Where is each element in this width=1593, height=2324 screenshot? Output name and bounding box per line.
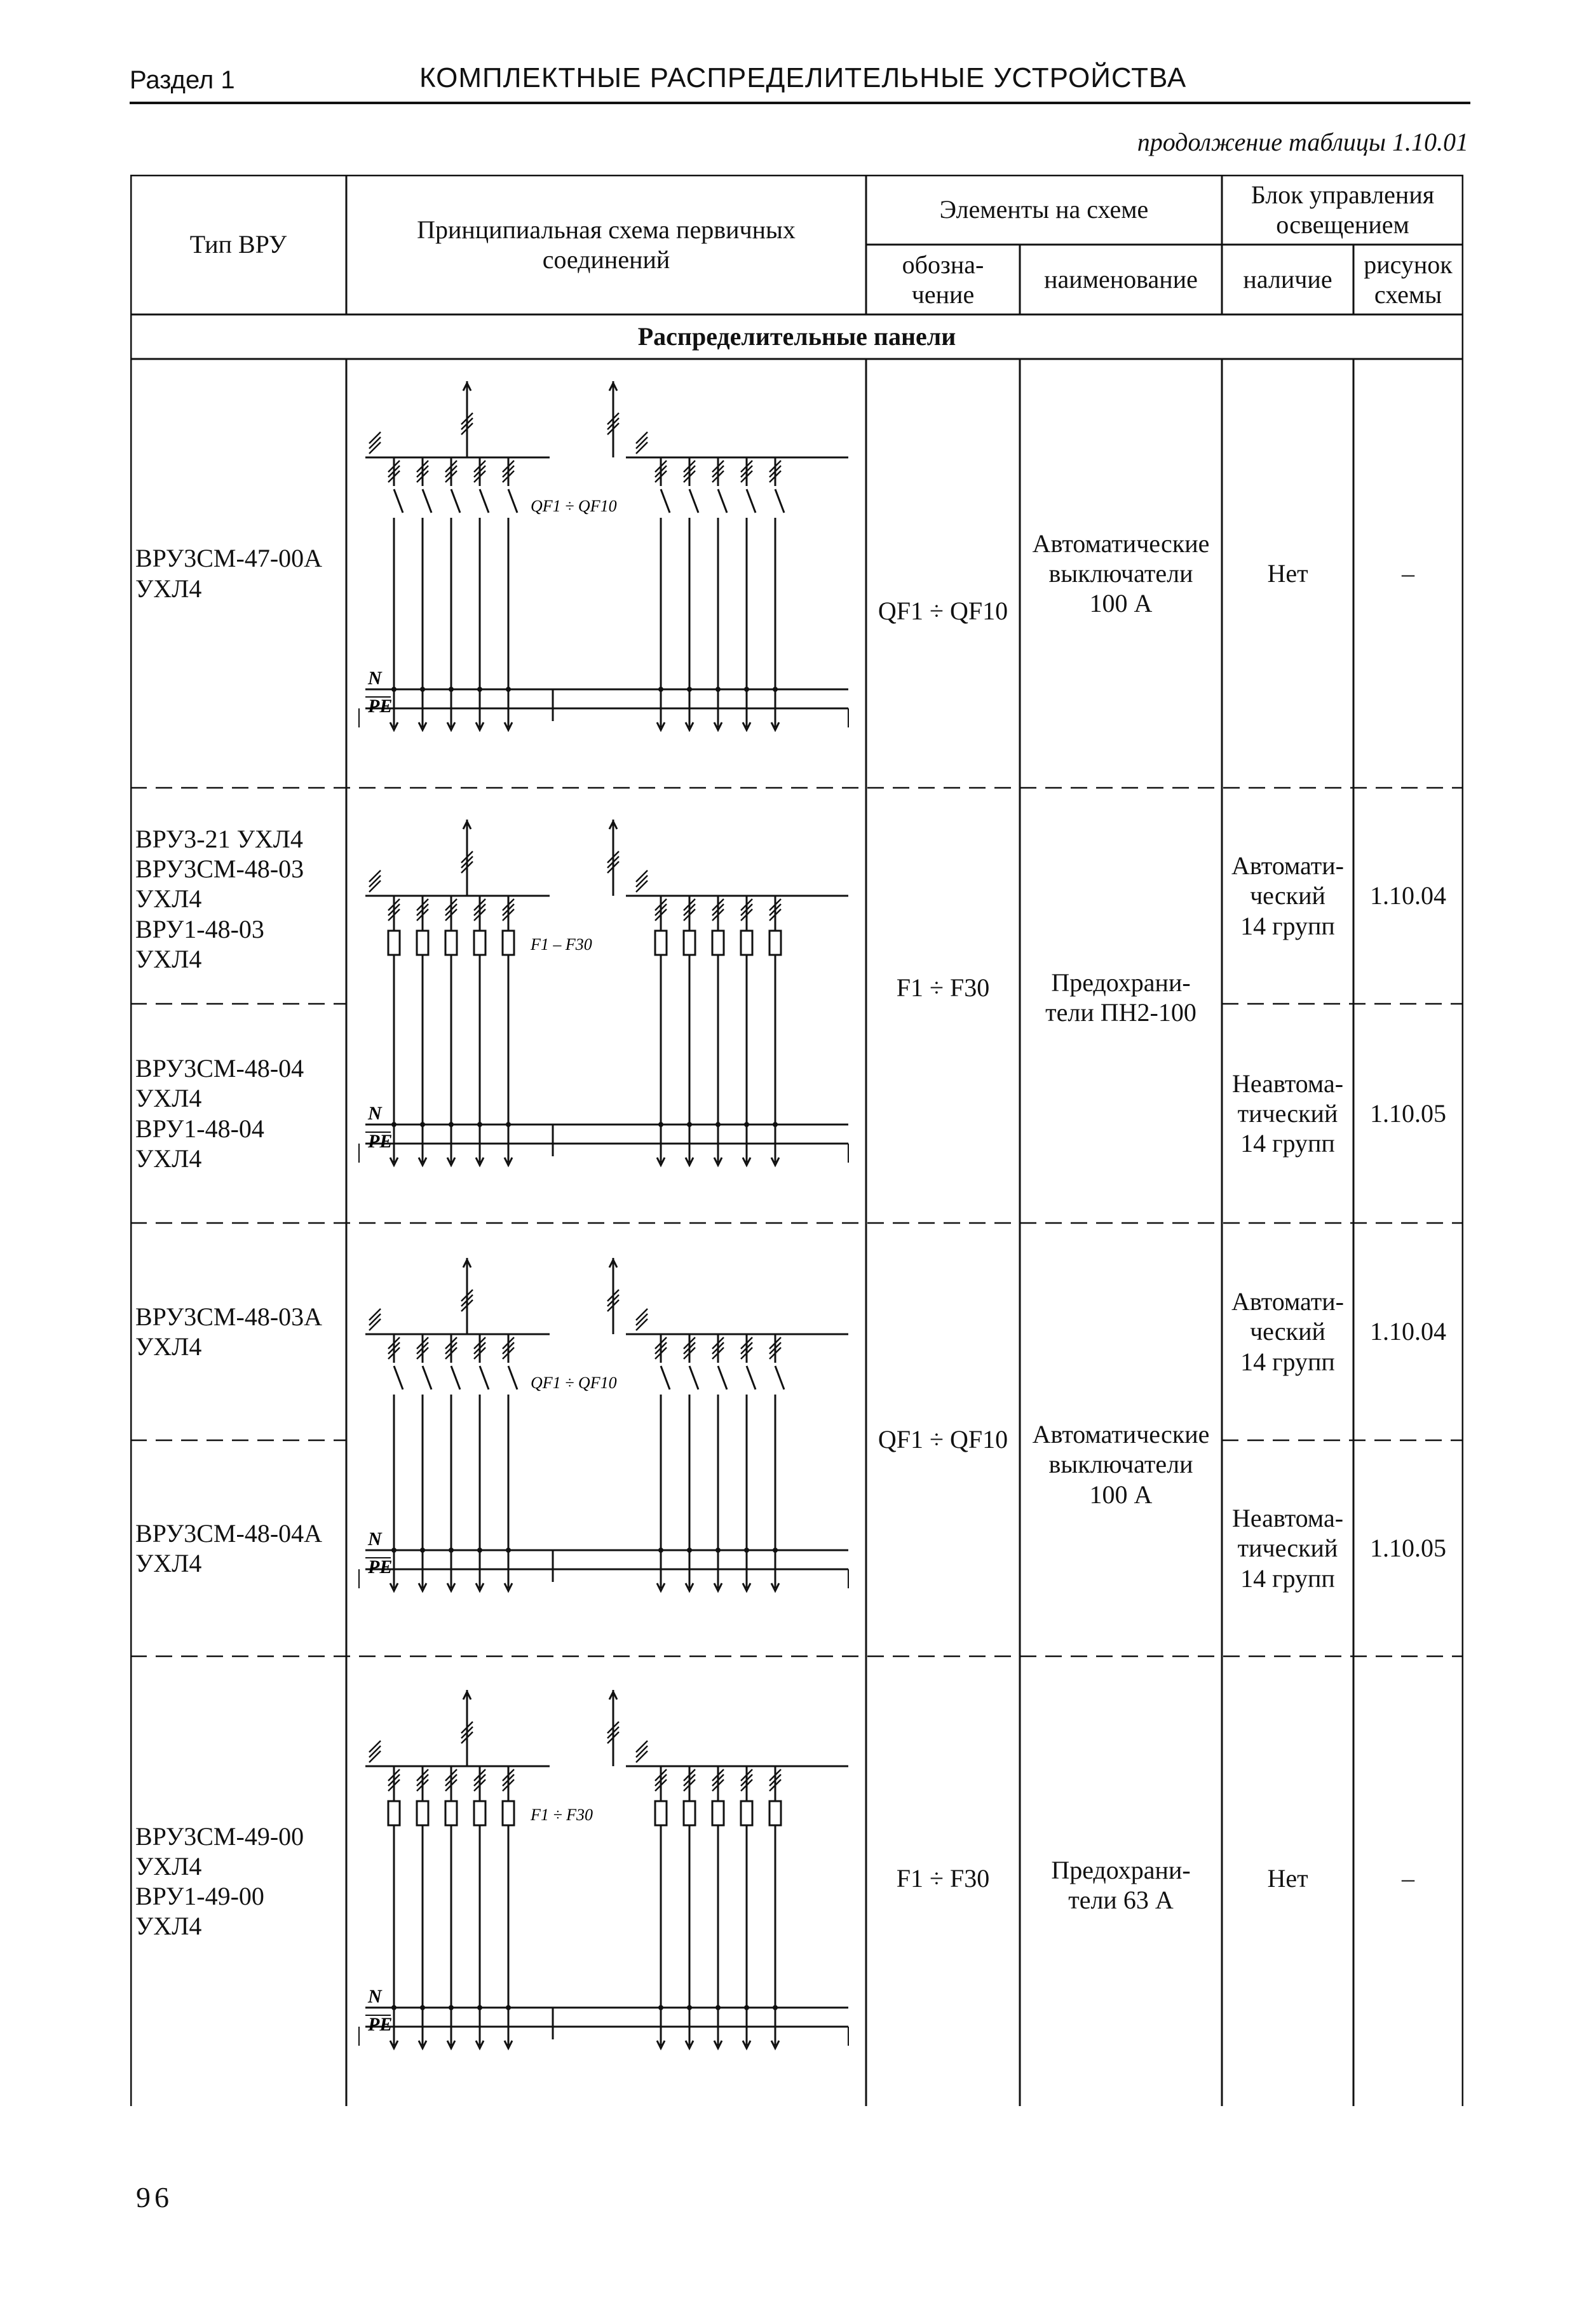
pe-label: PE	[368, 1557, 393, 1577]
page-number: 96	[136, 2181, 173, 2213]
breaker-contact	[508, 1366, 517, 1389]
row-4-presence: Нет	[1267, 1864, 1308, 1893]
breaker-contact	[394, 489, 403, 513]
column-header-lighting-block: Блок управления освещением	[1251, 180, 1435, 239]
junction-dot	[449, 1548, 454, 1553]
breaker-contact	[661, 489, 670, 513]
pe-label: PE	[368, 696, 393, 717]
page-title: КОМПЛЕКТНЫЕ РАСПРЕДЕЛИТЕЛЬНЫЕ УСТРОЙСТВА	[419, 62, 1187, 93]
row-1-designation: QF1 ÷ QF10	[878, 596, 1008, 625]
row-3-type-a: ВРУ3СМ-48-03А УХЛ4	[135, 1302, 323, 1361]
breaker-contact	[775, 1366, 784, 1389]
row-4-type: ВРУ3СМ-49-00 УХЛ4 ВРУ1-49-00 УХЛ4	[135, 1821, 304, 1941]
fuse-symbol	[388, 1801, 400, 1825]
junction-dot	[658, 1548, 663, 1553]
table-continuation-note: продолжение таблицы 1.10.01	[1137, 128, 1468, 156]
schematic-panel	[359, 820, 848, 1165]
junction-dot	[420, 2005, 425, 2010]
section-label: Раздел 1	[130, 66, 235, 94]
breaker-contact	[394, 1366, 403, 1389]
breaker-contact	[451, 1366, 460, 1389]
breaker-contact	[718, 489, 727, 513]
breaker-contact	[747, 489, 756, 513]
row-3-presence-a: Автомати- ческий 14 групп	[1231, 1287, 1344, 1376]
schematic-diagrams	[346, 175, 866, 2106]
row-2-presence-b: Неавтома- тический 14 групп	[1231, 1069, 1344, 1158]
breaker-contact	[423, 489, 431, 513]
fuse-symbol	[503, 931, 514, 955]
row-1-name: Автоматические выключатели 100 А	[1032, 529, 1210, 618]
schematic-panel	[359, 1690, 848, 2048]
junction-dot	[744, 1548, 749, 1553]
breaker-contact	[480, 1366, 489, 1389]
column-header-figure: рисунок схемы	[1364, 250, 1453, 309]
row-3-figure-a: 1.10.04	[1370, 1317, 1446, 1346]
junction-dot	[773, 1122, 778, 1127]
breaker-contact	[508, 489, 517, 513]
neutral-label: N	[368, 1986, 382, 2007]
junction-dot	[687, 1122, 692, 1127]
breaker-contact	[661, 1366, 670, 1389]
fuse-symbol	[445, 931, 457, 955]
row-1-presence: Нет	[1267, 558, 1308, 588]
fuse-symbol	[741, 931, 752, 955]
fuse-symbol	[445, 1801, 457, 1825]
junction-dot	[420, 687, 425, 692]
breaker-contact	[775, 489, 784, 513]
junction-dot	[687, 2005, 692, 2010]
junction-dot	[506, 1548, 511, 1553]
junction-dot	[715, 2005, 721, 2010]
junction-dot	[687, 1548, 692, 1553]
junction-dot	[658, 687, 663, 692]
junction-dot	[391, 687, 397, 692]
junction-dot	[744, 687, 749, 692]
row-3-designation: QF1 ÷ QF10	[878, 1425, 1008, 1454]
junction-dot	[687, 687, 692, 692]
junction-dot	[715, 687, 721, 692]
fuse-symbol	[388, 931, 400, 955]
row-2-type-a: ВРУ3-21 УХЛ4 ВРУ3СМ-48-03 УХЛ4 ВРУ1-48-03 УХЛ4	[135, 825, 304, 973]
breaker-contact	[480, 489, 489, 513]
row-3-type-b: ВРУ3СМ-48-04А УХЛ4	[135, 1518, 323, 1577]
column-header-designation: обозна- чение	[902, 250, 984, 309]
junction-dot	[420, 1548, 425, 1553]
fuse-symbol	[655, 1801, 667, 1825]
schematic-panel	[359, 381, 848, 730]
neutral-label: N	[368, 1103, 382, 1124]
fuse-symbol	[684, 931, 695, 955]
row-2-name: Предохрани- тели ПН2-100	[1045, 968, 1196, 1027]
scheme-device-label: QF1 ÷ QF10	[531, 1374, 617, 1392]
junction-dot	[773, 687, 778, 692]
fuse-symbol	[769, 931, 781, 955]
junction-dot	[506, 687, 511, 692]
fuse-symbol	[741, 1801, 752, 1825]
row-3-name: Автоматические выключатели 100 А	[1032, 1420, 1210, 1509]
column-header-presence: наличие	[1243, 265, 1332, 294]
junction-dot	[658, 1122, 663, 1127]
row-2-type-b: ВРУ3СМ-48-04 УХЛ4 ВРУ1-48-04 УХЛ4	[135, 1054, 304, 1173]
row-2-presence-a: Автомати- ческий 14 групп	[1231, 851, 1344, 940]
column-header-scheme: Принципиальная схема первичных соединений	[417, 215, 796, 274]
scheme-device-label: F1 – F30	[531, 935, 592, 954]
breaker-contact	[689, 1366, 698, 1389]
breaker-contact	[718, 1366, 727, 1389]
junction-dot	[773, 2005, 778, 2010]
row-2-designation: F1 ÷ F30	[896, 973, 990, 1003]
scheme-device-label: QF1 ÷ QF10	[531, 497, 617, 515]
row-1-type: ВРУ3СМ-47-00А УХЛ4	[135, 544, 323, 603]
schematic-panel	[359, 1258, 848, 1591]
junction-dot	[715, 1548, 721, 1553]
junction-dot	[477, 1122, 482, 1127]
junction-dot	[773, 1548, 778, 1553]
fuse-symbol	[417, 931, 428, 955]
fuse-symbol	[503, 1801, 514, 1825]
column-header-name: наименование	[1044, 265, 1198, 294]
junction-dot	[477, 2005, 482, 2010]
fuse-symbol	[769, 1801, 781, 1825]
pe-label: PE	[368, 1131, 393, 1152]
row-1-figure: –	[1402, 558, 1414, 588]
junction-dot	[715, 1122, 721, 1127]
junction-dot	[477, 1548, 482, 1553]
junction-dot	[420, 1122, 425, 1127]
junction-dot	[506, 1122, 511, 1127]
fuse-symbol	[655, 931, 667, 955]
column-header-type: Тип ВРУ	[189, 230, 287, 259]
junction-dot	[391, 1548, 397, 1553]
row-4-figure: –	[1402, 1864, 1414, 1893]
section-row-label: Распределительные панели	[637, 322, 956, 351]
junction-dot	[391, 2005, 397, 2010]
row-4-name: Предохрани- тели 63 А	[1051, 1855, 1191, 1914]
junction-dot	[449, 687, 454, 692]
column-header-elements: Элементы на схеме	[939, 195, 1149, 224]
fuse-symbol	[474, 1801, 485, 1825]
scheme-device-label: F1 ÷ F30	[531, 1806, 593, 1824]
fuse-symbol	[684, 1801, 695, 1825]
junction-dot	[744, 2005, 749, 2010]
pe-label: PE	[368, 2014, 393, 2035]
fuse-symbol	[474, 931, 485, 955]
junction-dot	[658, 2005, 663, 2010]
junction-dot	[744, 1122, 749, 1127]
row-2-figure-b: 1.10.05	[1370, 1098, 1446, 1128]
breaker-contact	[747, 1366, 756, 1389]
neutral-label: N	[368, 1529, 382, 1550]
junction-dot	[449, 1122, 454, 1127]
neutral-label: N	[368, 668, 382, 689]
breaker-contact	[689, 489, 698, 513]
fuse-symbol	[712, 1801, 724, 1825]
row-3-presence-b: Неавтома- тический 14 групп	[1231, 1504, 1344, 1593]
breaker-contact	[423, 1366, 431, 1389]
fuse-symbol	[417, 1801, 428, 1825]
row-3-figure-b: 1.10.05	[1370, 1534, 1446, 1563]
header-divider	[130, 102, 1470, 104]
row-2-figure-a: 1.10.04	[1370, 881, 1446, 910]
row-4-designation: F1 ÷ F30	[896, 1864, 990, 1893]
junction-dot	[449, 2005, 454, 2010]
breaker-contact	[451, 489, 460, 513]
junction-dot	[391, 1122, 397, 1127]
specs-table	[130, 175, 1463, 2106]
fuse-symbol	[712, 931, 724, 955]
junction-dot	[477, 687, 482, 692]
junction-dot	[506, 2005, 511, 2010]
